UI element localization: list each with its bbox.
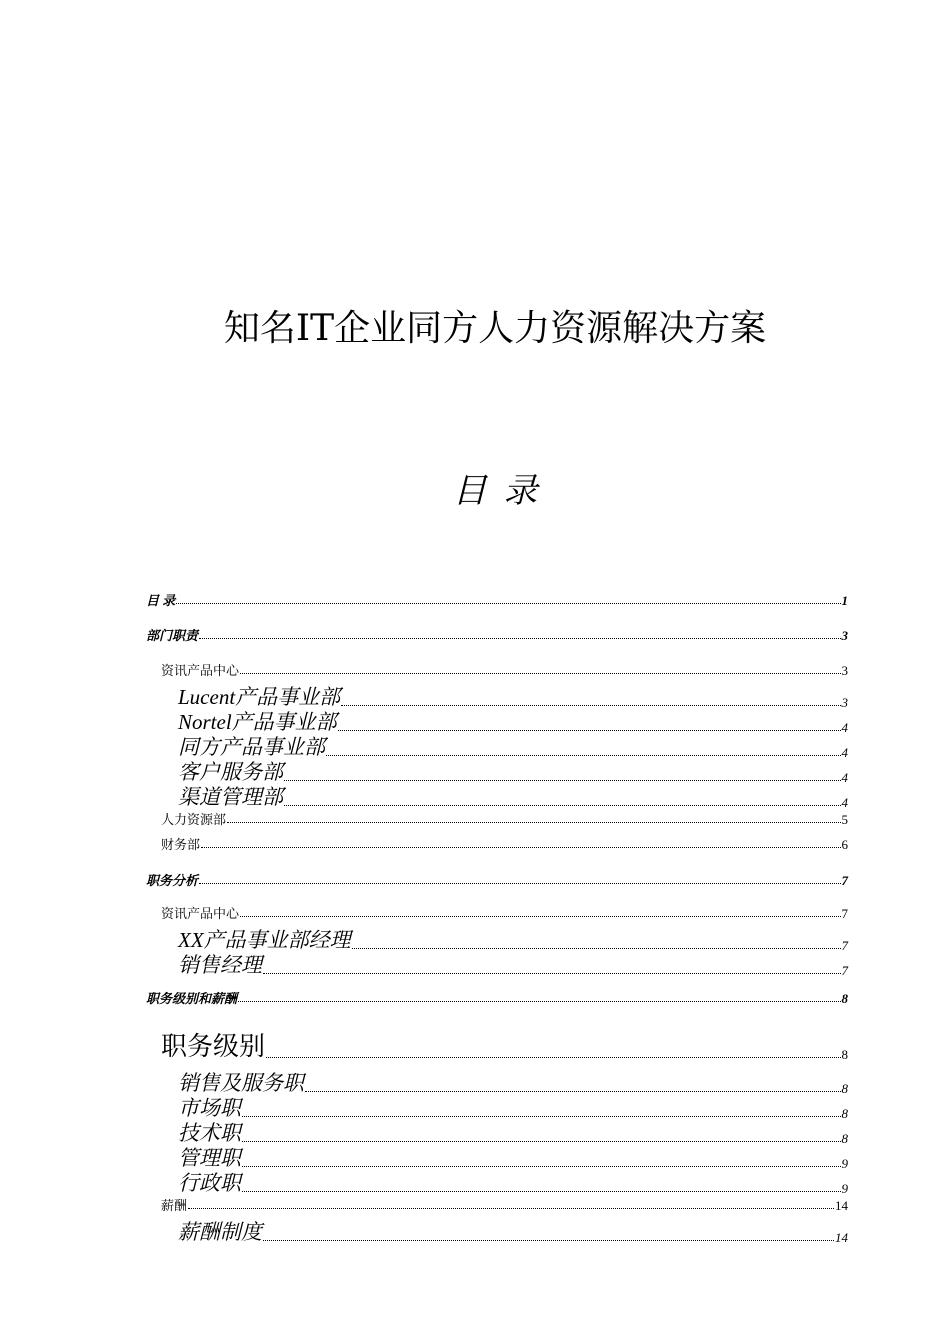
document-title: 知名IT企业同方人力资源解决方案 (223, 308, 767, 349)
toc-entry[interactable] (161, 834, 848, 853)
toc-entry-page: 9 (841, 1181, 848, 1196)
toc-entry[interactable] (146, 625, 848, 644)
toc-entry-page: 8 (841, 1106, 848, 1121)
toc-leader (263, 1239, 834, 1241)
toc-entry-label: 市场职 (178, 1096, 241, 1120)
toc-entry-page: 4 (841, 795, 848, 810)
toc-entry[interactable] (146, 870, 848, 889)
toc-entry-page: 8 (841, 1047, 848, 1062)
toc-entry[interactable] (161, 1195, 848, 1214)
toc-entry-page: 1 (841, 593, 848, 608)
toc-entry-page: 14 (835, 1230, 848, 1245)
toc-entry-label: 职务分析 (146, 873, 199, 888)
toc-entry-label: XX产品事业部经理 (178, 928, 351, 952)
toc-heading: 目 录 (452, 471, 538, 511)
toc-entry-label: 渠道管理部 (178, 785, 283, 809)
toc-entry-label: 同方产品事业部 (178, 735, 325, 759)
toc-entry[interactable] (161, 1026, 848, 1063)
toc-entry[interactable] (178, 1167, 848, 1197)
toc-entry-page: 7 (841, 963, 848, 978)
toc-entry-page: 4 (841, 720, 848, 735)
toc-entry-page: 4 (841, 745, 848, 760)
toc-entry-page: 4 (841, 770, 848, 785)
toc-entry-page: 3 (841, 628, 848, 643)
toc-entry-label: 薪酬 (161, 1198, 188, 1213)
toc-entry-page: 3 (841, 663, 848, 678)
toc-entry[interactable] (178, 781, 848, 811)
toc-entry-label: 行政职 (178, 1171, 241, 1195)
toc-leader (266, 1056, 840, 1058)
toc-leader (263, 972, 841, 974)
toc-entry-page: 7 (841, 906, 848, 921)
toc-entry[interactable] (161, 809, 848, 828)
toc-leader (238, 1000, 840, 1002)
toc-entry-page: 6 (841, 837, 848, 852)
toc-entry-label: 技术职 (178, 1121, 241, 1145)
toc-entry-label: 管理职 (178, 1146, 241, 1170)
toc-entry-label: 客户服务部 (178, 760, 283, 784)
toc-entry-label: 资讯产品中心 (161, 906, 240, 921)
toc-entry-page: 8 (841, 991, 848, 1006)
toc-leader (240, 672, 840, 674)
toc-entry-label: 资讯产品中心 (161, 663, 240, 678)
toc-entry[interactable] (146, 590, 848, 609)
toc-entry-page: 8 (841, 1081, 848, 1096)
toc-entry-page: 8 (841, 1131, 848, 1146)
toc-entry-page: 9 (841, 1156, 848, 1171)
toc-entry-label: Nortel产品事业部 (178, 710, 337, 734)
toc-leader (188, 1207, 834, 1209)
toc-entry[interactable] (146, 988, 848, 1007)
toc-entry-page: 5 (841, 812, 848, 827)
toc-entry-page: 7 (841, 938, 848, 953)
toc-entry[interactable] (161, 903, 848, 922)
toc-leader (284, 804, 841, 806)
toc-entry[interactable] (178, 1216, 848, 1246)
toc-entry-label: Lucent产品事业部 (178, 685, 341, 709)
toc-leader (199, 882, 840, 884)
toc-entry-label: 目 录 (146, 593, 176, 608)
toc-entry-page: 7 (841, 873, 848, 888)
toc-leader (240, 915, 840, 917)
toc-entry-label: 销售经理 (178, 953, 262, 977)
toc-leader (199, 637, 840, 639)
toc-leader (201, 846, 840, 848)
toc-entry-label: 销售及服务职 (178, 1071, 304, 1095)
toc-leader (242, 1190, 841, 1192)
toc-entry-label: 财务部 (161, 837, 201, 852)
toc-entry-page: 14 (835, 1198, 848, 1213)
toc-leader (176, 602, 840, 604)
toc-entry-page: 3 (841, 695, 848, 710)
toc-entry[interactable] (161, 660, 848, 679)
toc-entry-label: 职务级别 (161, 1032, 266, 1061)
toc-leader (227, 821, 840, 823)
toc-entry-label: 部门职责 (146, 628, 199, 643)
toc-entry[interactable] (178, 949, 848, 979)
toc-entry-label: 人力资源部 (161, 812, 227, 827)
toc-entry-label: 职务级别和薪酬 (146, 991, 238, 1006)
toc-entry-label: 薪酬制度 (178, 1220, 262, 1244)
